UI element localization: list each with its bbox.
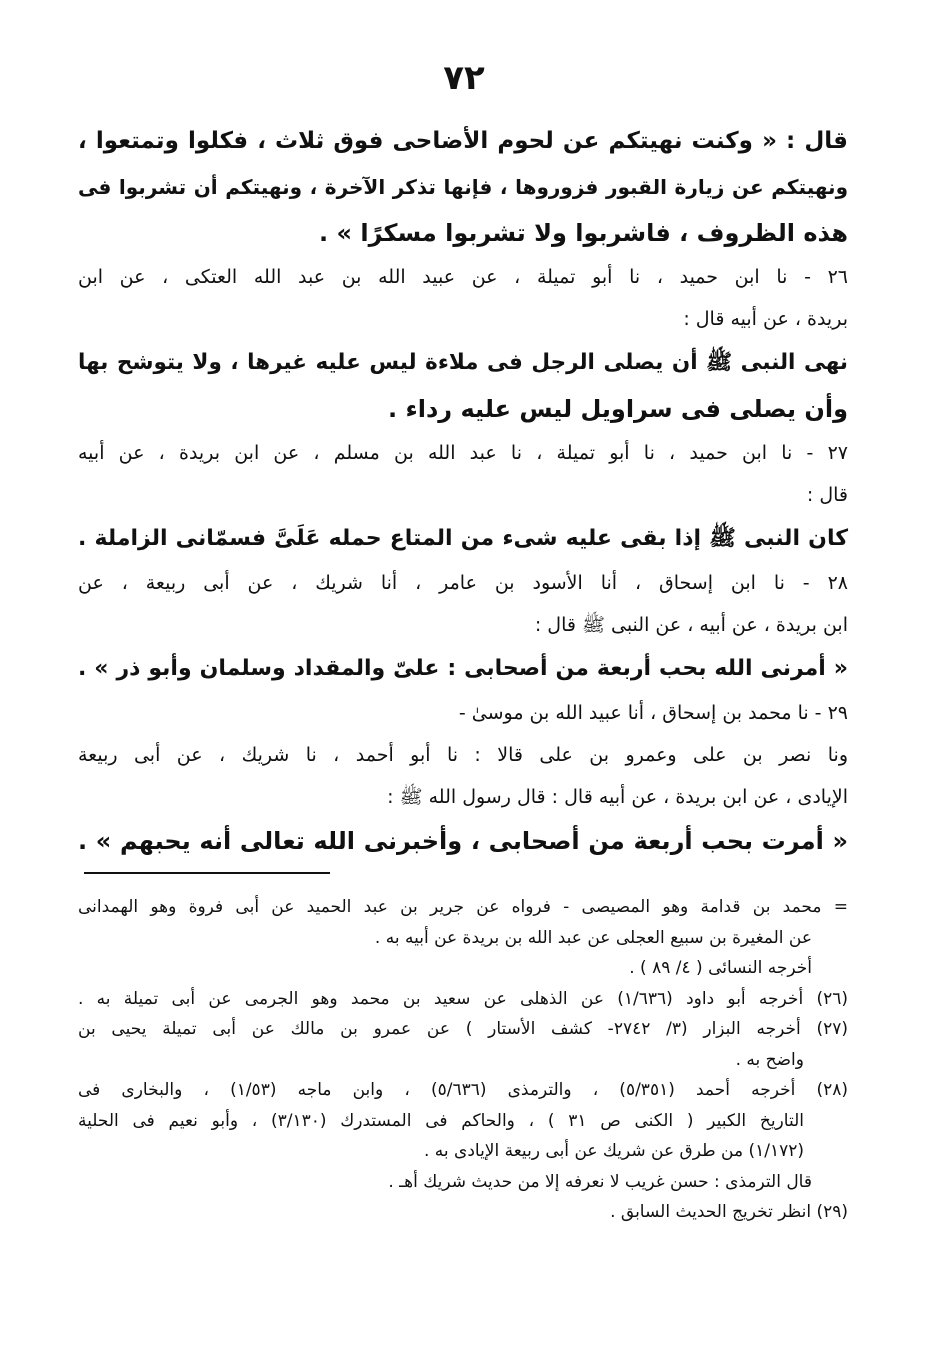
body-text-line: قال : « وكنت نهيتكم عن لحوم الأضاحى فوق ثلاث ، فكلوا وتمتعوا ، (78, 128, 848, 154)
footnote-line: التاريخ الكبير ( الكنى ص ٣١ ) ، والحاكم فى المستدرك (٣/١٣٠) ، وأبو نعيم فى الحلية (78, 1110, 804, 1131)
body-text-line: « أمرنى الله بحب أربعة من أصحابى : علىّ والمقداد وسلمان وأبو ذر » . (78, 656, 848, 681)
footnote-line: (٢٧) أخرجه البزار (٣/ ٢٧٤٢- كشف الأستار ) عن عمرو بن مالك عن أبى تميلة يحيى بن (78, 1019, 848, 1039)
body-text-line: ونهيتكم عن زيارة القبور فزوروها ، فإنها تذكر الآخرة ، ونهيتكم أن تشربوا فى (78, 175, 848, 199)
body-text-line: بريدة ، عن أبيه قال : (683, 308, 848, 330)
footnote-line: قال الترمذى : حسن غريب لا نعرفه إلا من حديث شريك أهـ . (388, 1171, 812, 1192)
body-text-line: نهى النبى ﷺ أن يصلى الرجل فى ملاءة ليس عليه غيرها ، ولا يتوشح بها (78, 350, 848, 375)
footnote-line: عن المغيرة بن سبيع العجلى عن عبد الله بن بريدة عن أبيه به . (374, 927, 812, 948)
body-text-line: قال : (806, 484, 848, 506)
footnotes (78, 892, 848, 1228)
page-number: ٧٢ (443, 58, 485, 98)
footnote-line: = محمد بن قدامة وهو المصيصى - فرواه عن جرير بن عبد الحميد عن أبى فروة وهو الهمدانى (78, 897, 848, 917)
body-text-line: « أمرت بحب أربعة من أصحابى ، وأخبرنى الله تعالى أنه يحبهم » . (78, 827, 848, 855)
body-text-line: ٢٨ - نا ابن إسحاق ، أنا الأسود بن عامر ، أنا شريك ، عن أبى ربيعة ، عن (78, 572, 848, 594)
body-text-line: ابن بريدة ، عن أبيه ، عن النبى ﷺ قال : (534, 614, 848, 636)
body-text-line: كان النبى ﷺ إذا بقى عليه شىء من المتاع حمله عَلَىَّ فسمّانى الزاملة . (78, 526, 848, 551)
body-text-line: ٢٩ - نا محمد بن إسحاق ، أنا عبيد الله بن موسىٰ - (458, 702, 848, 724)
footnote-line: واضح به . (735, 1049, 804, 1070)
footnote-line: أخرجه النسائى ( ٤/ ٨٩ ) . (629, 958, 812, 978)
body-text-line: وأن يصلى فى سراويل ليس عليه رداء . (388, 395, 848, 423)
footnote-line: (٢٦) أخرجه أبو داود (١/٦٣٦) عن الذهلى عن سعيد بن محمد وهو الجرمى عن أبى تميلة به . (78, 988, 848, 1009)
body-text-line: الإيادى ، عن ابن بريدة ، عن أبيه قال : قال رسول الله ﷺ : (387, 786, 848, 808)
body-text-line: ٢٧ - نا ابن حميد ، نا أبو تميلة ، نا عبد الله بن مسلم ، عن ابن بريدة ، عن أبيه (78, 442, 848, 464)
body-text-line: ٢٦ - نا ابن حميد ، نا أبو تميلة ، عن عبيد الله بن عبد الله العتكى ، عن ابن (78, 266, 848, 288)
footnote-separator (84, 872, 330, 874)
footnote-line: (٢٩) انظر تخريج الحديث السابق . (610, 1202, 848, 1222)
body-text-line: هذه الظروف ، فاشربوا ولا تشربوا مسكرًا » . (319, 219, 848, 247)
footnote-line: (٢٨) أخرجه أحمد (٥/٣٥١) ، والترمذى (٥/٦٣٦) ، وابن ماجه (١/٥٣) ، والبخارى فى (78, 1080, 848, 1100)
body-text-line: ونا نصر بن على وعمرو بن على قالا : نا أبو أحمد ، نا شريك ، عن أبى ربيعة (78, 744, 848, 766)
footnote-line: (١/١٧٢) من طرق عن شريك عن أبى ربيعة الإيادى به . (423, 1141, 804, 1161)
hadith-body (78, 118, 848, 864)
